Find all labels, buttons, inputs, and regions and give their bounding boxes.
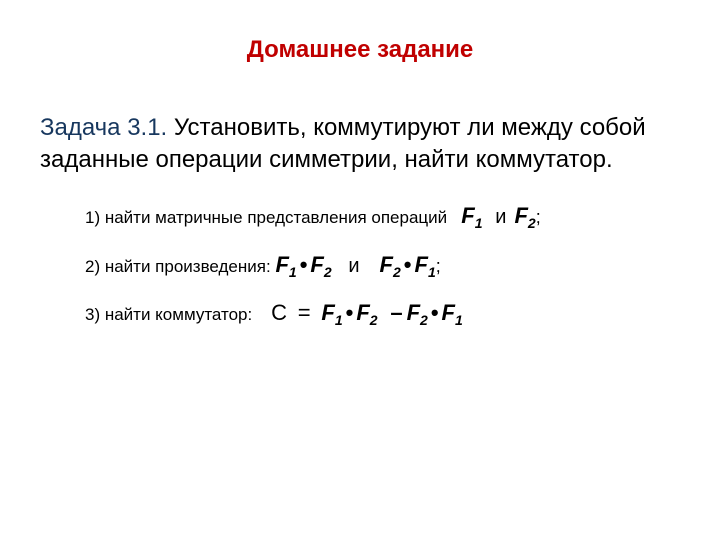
commutator-symbol: С: [271, 300, 288, 325]
equals-sign: =: [297, 300, 311, 325]
formula-f2-left: $F_2$: [379, 252, 401, 280]
formula-f1-right: $F_1$: [414, 252, 436, 280]
task-statement: [40, 112, 690, 176]
conjunction-and: и: [495, 206, 507, 228]
dot-operator: •: [403, 252, 412, 277]
list-item-1: [85, 203, 541, 231]
formula-f1-left: $F_1$: [321, 300, 343, 328]
list-item-2: [85, 252, 441, 280]
item-3-text: 3) найти коммутатор:: [85, 305, 253, 324]
formula-f1: $F_1$: [461, 203, 483, 231]
formula-f2-right: $F_2$: [310, 252, 332, 280]
list-item-3: [85, 300, 463, 328]
item-2-text: 2) найти произведения:: [85, 257, 271, 276]
formula-f2: $F_2$: [514, 203, 536, 231]
dot-operator: •: [345, 300, 354, 325]
conjunction-and: и: [348, 255, 360, 277]
item-1-text: 1) найти матричные представления операций: [85, 208, 448, 227]
formula-f2-left: $F_2$: [406, 300, 428, 328]
formula-f2-right: $F_2$: [356, 300, 378, 328]
formula-f1-left: $F_1$: [275, 252, 297, 280]
task-label: Задача 3.1.: [40, 114, 168, 141]
semicolon: ;: [435, 256, 441, 276]
semicolon: ;: [535, 207, 541, 227]
task-text: Установить, коммутируют ли между собой заданные операции симметрии, найти коммутатор.: [40, 114, 646, 173]
dot-operator: •: [299, 252, 308, 277]
slide-title: Домашнее задание: [246, 36, 474, 63]
dot-operator: •: [430, 300, 439, 325]
minus-sign: –: [390, 300, 403, 325]
formula-f1-right: $F_1$: [441, 300, 463, 328]
